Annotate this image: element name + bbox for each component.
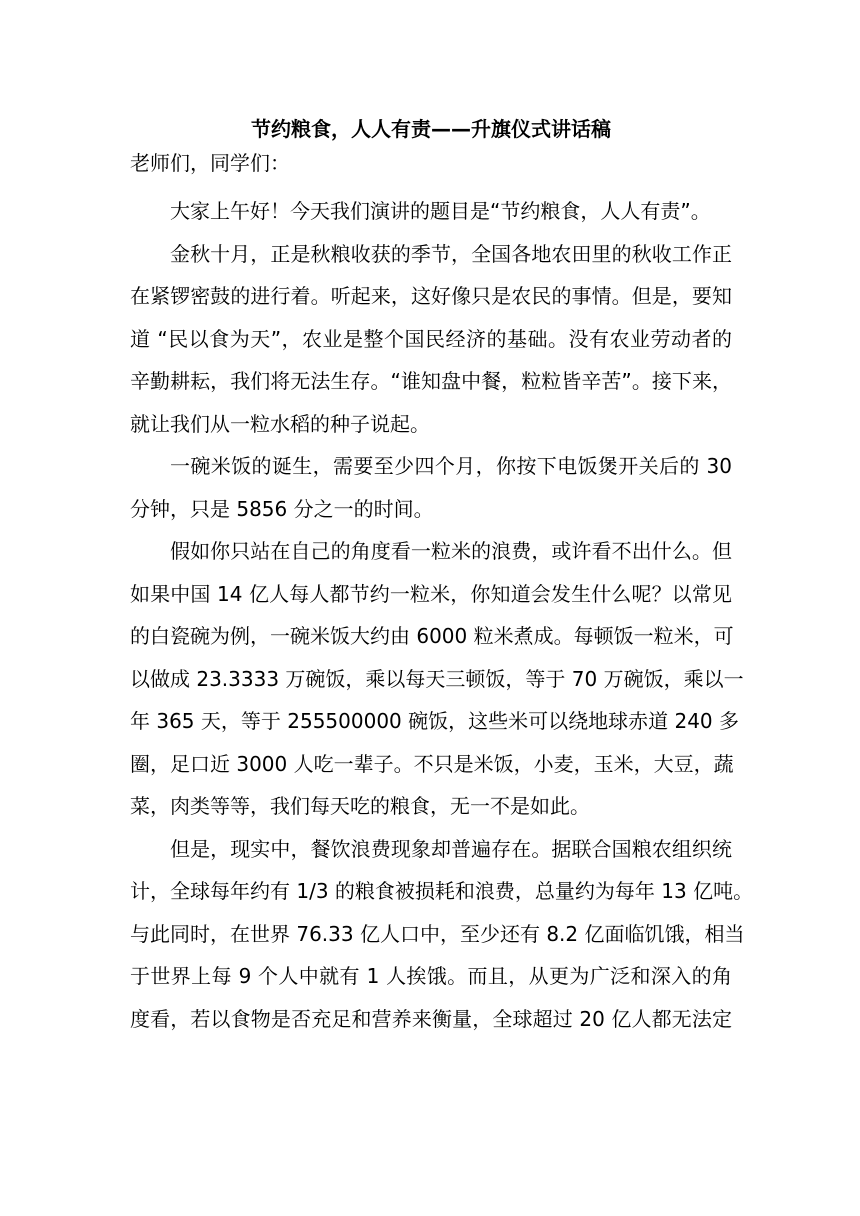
paragraph-food-waste [130,828,754,1041]
document-page [130,112,754,1040]
paragraph-line: 如果中国 14 亿人每人都节约一粒米，你知道会发生什么呢？以常见 [130,581,732,606]
paragraph-greeting [130,190,732,233]
paragraph-line: 辛勤耕耘，我们将无法生存。“谁知盘中餐，粒粒皆辛苦”。接下来， [130,369,732,393]
paragraph-line: 分钟，只是 5856 分之一的时间。 [130,496,434,521]
paragraph-line: 年 365 天，等于 255500000 碗饭，这些米可以绕地球赤道 240 多 [130,709,740,733]
salutation: 老师们，同学们： [130,151,290,175]
paragraph-line: 假如你只站在自己的角度看一粒米的浪费，或许看不出什么。但 [170,539,732,563]
paragraph-line: 就让我们从一粒水稻的种子说起。 [130,411,430,436]
paragraph-harvest [130,233,732,446]
paragraph-line: 道 “民以食为天”，农业是整个国民经济的基础。没有农业劳动者的 [130,326,732,351]
paragraph-one-grain [130,530,744,828]
paragraph-line: 一碗米饭的诞生，需要至少四个月，你按下电饭煲开关后的 30 [170,454,732,478]
document-title: 节约粮食，人人有责——升旗仪式讲话稿 [251,117,611,141]
paragraph-line: 圈，足口近 3000 人吃一辈子。不只是米饭，小麦，玉米，大豆，蔬 [130,751,734,776]
paragraph-line: 的白瓷碗为例，一碗米饭大约由 6000 粒米煮成。每顿饭一粒米，可 [130,624,734,648]
paragraph-line: 菜，肉类等等，我们每天吃的粮食，无一不是如此。 [130,794,590,818]
paragraph-line: 金秋十月，正是秋粮收获的季节，全国各地农田里的秋收工作正 [170,241,732,266]
paragraph-rice-bowl [130,445,732,530]
paragraph-line: 与此同时，在世界 76.33 亿人口中，至少还有 8.2 亿面临饥饿，相当 [130,921,745,946]
paragraph-line: 但是，现实中，餐饮浪费现象却普遍存在。据联合国粮农组织统 [170,836,732,861]
paragraph-line: 以做成 23.3333 万碗饭，乘以每天三顿饭，等于 70 万碗饭，乘以一 [130,666,744,691]
paragraph-line: 于世界上每 9 个人中就有 1 人挨饿。而且，从更为广泛和深入的角 [130,964,732,988]
paragraph-line: 大家上午好！今天我们演讲的题目是“节约粮食，人人有责”。 [170,199,711,223]
paragraph-line: 在紧锣密鼓的进行着。听起来，这好像只是农民的事情。但是，要知 [130,284,732,308]
paragraph-line: 计，全球每年约有 1/3 的粮食被损耗和浪费，总量约为每年 13 亿吨。 [130,879,754,903]
paragraph-line: 度看，若以食物是否充足和营养来衡量，全球超过 20 亿人都无法定 [130,1006,732,1031]
